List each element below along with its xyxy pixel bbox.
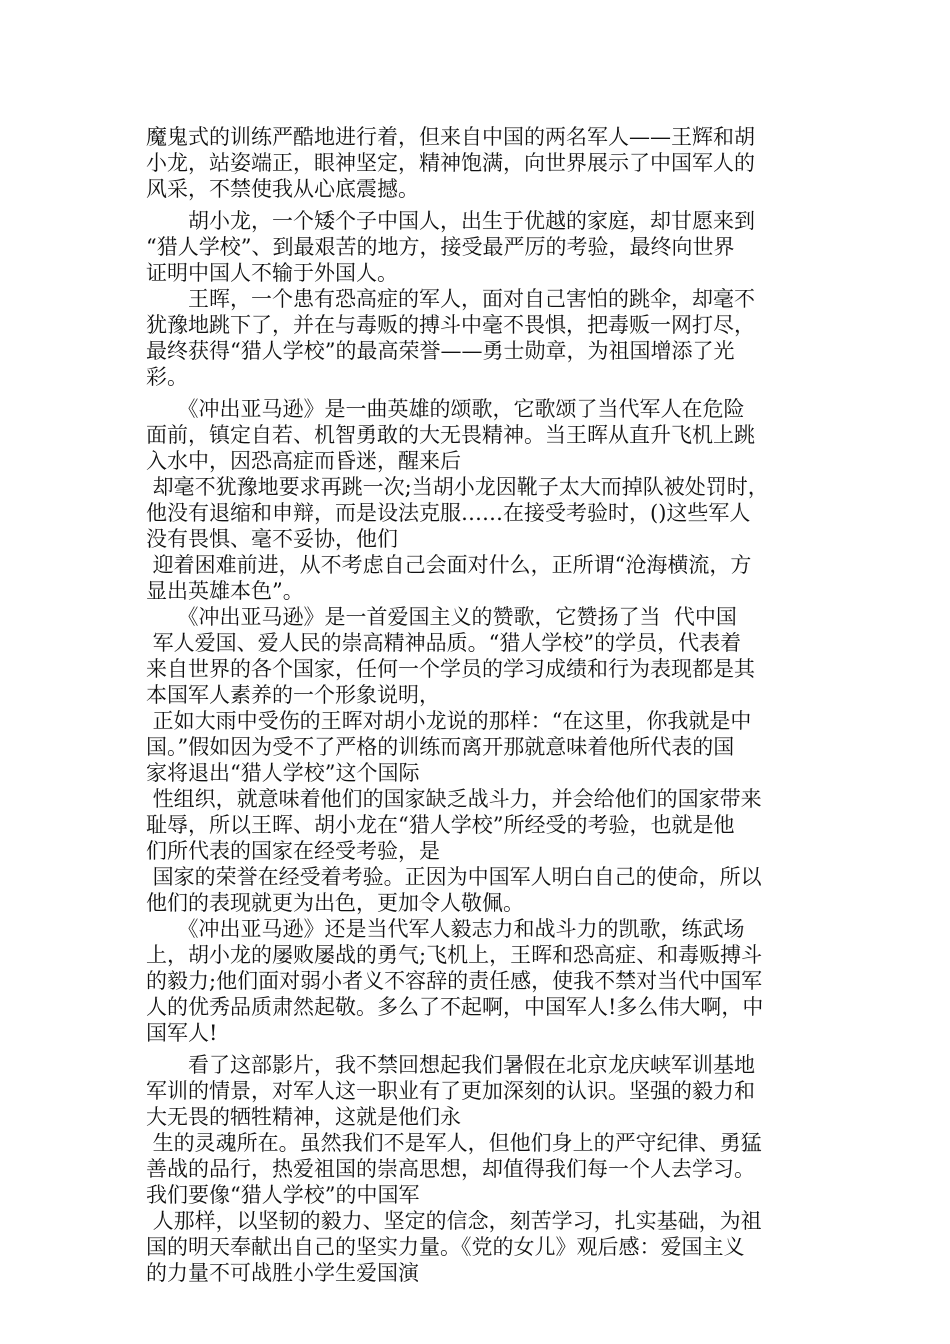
text-line: 显出英雄本色”。: [146, 579, 304, 603]
text-line: 胡小龙，一个矮个子中国人，出生于优越的家庭，却甘愿来到: [146, 209, 755, 233]
text-line: 他没有退缩和申辩，而是设法克服……在接受考验时，()这些军人: [146, 501, 751, 525]
text-line: 犹豫地跳下了，并在与毒贩的搏斗中毫不畏惧，把毒贩一网打尽，: [146, 313, 755, 337]
text-line: 证明中国人不输于外国人。: [146, 261, 398, 285]
document-body: [146, 124, 826, 1286]
text-line: 面前，镇定自若、机智勇敢的大无畏精神。当王晖从直升飞机上跳: [146, 423, 755, 447]
text-line: 《冲出亚马逊》还是当代军人毅志力和战斗力的凯歌，练武场: [146, 917, 745, 941]
text-line: 国军人!: [146, 1021, 218, 1045]
text-line: 《冲出亚马逊》是一曲英雄的颂歌，它歌颂了当代军人在危险: [146, 397, 745, 421]
text-line: 小龙，站姿端正，眼神坚定，精神饱满，向世界展示了中国军人的: [146, 151, 755, 175]
text-line: 魔鬼式的训练严酷地进行着，但来自中国的两名军人——王辉和胡: [146, 125, 755, 149]
text-line: 本国军人素养的一个形象说明，: [146, 683, 440, 707]
text-line: 军人爱国、爱人民的崇高精神品质。“猎人学校”的学员，代表着: [146, 631, 742, 655]
text-line: 国的明天奉献出自己的坚实力量。《党的女儿》观后感：爱国主义: [146, 1235, 745, 1259]
text-line: 《冲出亚马逊》是一首爱国主义的赞歌，它赞扬了当 代中国: [146, 605, 737, 629]
text-line: 彩。: [146, 365, 188, 389]
text-line: 人的优秀品质肃然起敬。多么了不起啊，中国军人!多么伟大啊，中: [146, 995, 764, 1019]
text-line: 我们要像“猎人学校”的中国军: [146, 1183, 420, 1207]
text-line: 国家的荣誉在经受着考验。正因为中国军人明白自己的使命，所以: [146, 865, 762, 889]
text-line: 们所代表的国家在经受考验，是: [146, 839, 440, 863]
text-line: 的力量不可战胜小学生爱国演: [146, 1261, 419, 1285]
text-line: 上，胡小龙的屡败屡战的勇气;飞机上，王晖和恐高症、和毒贩搏斗: [146, 943, 763, 967]
text-line: 大无畏的牺牲精神，这就是他们永: [146, 1105, 461, 1129]
text-line: 王晖，一个患有恐高症的军人，面对自己害怕的跳伞，却毫不: [146, 287, 755, 311]
text-line: 迎着困难前进，从不考虑自己会面对什么，正所谓“沧海横流，方: [146, 553, 752, 577]
text-line: 入水中，因恐高症而昏迷，醒来后: [146, 449, 461, 473]
text-line: 他们的表现就更为出色，更加令人敬佩。: [146, 891, 524, 915]
text-line: 善战的品行，热爱祖国的崇高思想，却值得我们每一个人去学习。: [146, 1157, 755, 1181]
text-line: 耻辱，所以王晖、胡小龙在“猎人学校”所经受的考验，也就是他: [146, 813, 735, 837]
text-line: 风采，不禁使我从心底震撼。: [146, 177, 419, 201]
text-line: 却毫不犹豫地要求再跳一次;当胡小龙因靴子太大而掉队被处罚时，: [146, 475, 769, 499]
text-line: 正如大雨中受伤的王晖对胡小龙说的那样：“在这里，你我就是中: [146, 709, 752, 733]
text-line: 的毅力;他们面对弱小者义不容辞的责任感，使我不禁对当代中国军: [146, 969, 763, 993]
text-line: 军训的情景，对军人这一职业有了更加深刻的认识。坚强的毅力和: [146, 1079, 755, 1103]
text-line: 人那样，以坚韧的毅力、坚定的信念，刻苦学习，扎实基础，为祖: [146, 1209, 762, 1233]
text-line: 国。”假如因为受不了严格的训练而离开那就意味着他所代表的国: [146, 735, 735, 759]
text-line: 没有畏惧、毫不妥协，他们: [146, 527, 398, 551]
text-line: 看了这部影片，我不禁回想起我们暑假在北京龙庆峡军训基地: [146, 1053, 755, 1077]
text-line: 生的灵魂所在。虽然我们不是军人，但他们身上的严守纪律、勇猛: [146, 1131, 762, 1155]
text-line: 性组织，就意味着他们的国家缺乏战斗力，并会给他们的国家带来: [146, 787, 762, 811]
text-line: “猎人学校”、到最艰苦的地方，接受最严厉的考验，最终向世界: [146, 235, 735, 259]
text-line: 家将退出“猎人学校”这个国际: [146, 761, 420, 785]
text-line: 最终获得“猎人学校”的最高荣誉——勇士勋章，为祖国增添了光: [146, 339, 735, 363]
text-line: 来自世界的各个国家，任何一个学员的学习成绩和行为表现都是其: [146, 657, 755, 681]
